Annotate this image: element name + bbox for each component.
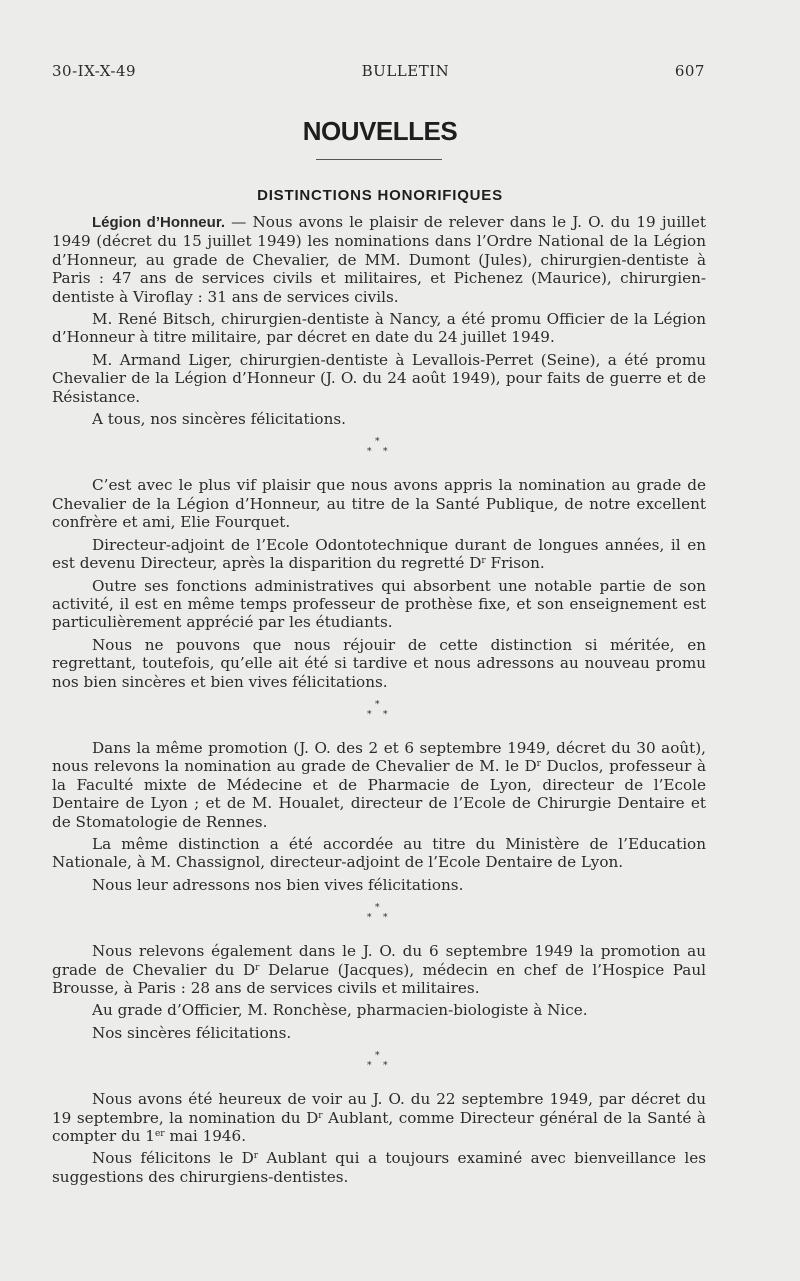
- superscript: r: [255, 962, 260, 973]
- superscript: r: [481, 556, 486, 567]
- paragraph: A tous, nos sincères félicitations.: [92, 410, 346, 429]
- text-run: Aublant qui a toujours examiné avec bienveillance les suggestions des chirurgiens-dentistes.: [52, 1149, 706, 1186]
- paragraph-text: — Nous avons le plaisir de relever dans le J. O. du 19 juillet 1949 (décret du 15 juillet 1949) les nominations dans l’Ordre National de la Légion d’Honneur, au grade de Chevalier, de MM. Dumont (Jules), chirurgien-dentiste à Paris : 47 ans de services civils et militaires, et Pichenez (Maurice), chirurgien-dentiste à Viroflay : 31 ans de services civils.: [52, 213, 706, 306]
- star-icon: *: [375, 1051, 380, 1062]
- text-run: Aublant, comme Directeur général de la Santé à compter du 1: [52, 1108, 706, 1146]
- title-rule: [316, 159, 442, 160]
- paragraph: Nos sincères félicitations.: [92, 1023, 292, 1042]
- paragraph: [52, 213, 706, 306]
- superscript: r: [253, 1151, 259, 1162]
- issue-date: 30-IX-X-49: [52, 62, 137, 80]
- journal-name: BULLETIN: [361, 62, 450, 80]
- star-icon: *: [367, 913, 372, 924]
- paragraph: La même distinction a été accordée au titre du Ministère de l’Education Nationale, à M. Chassignol, directeur-adjoint de l’Ecole Dentaire de Lyon.: [52, 834, 706, 872]
- text-run: Directeur-adjoint de l’Ecole Odontotechnique durant de longues années, il en est devenu Directeur, après la disparition du regretté D: [52, 535, 706, 573]
- text-run: Nous félicitons le D: [92, 1149, 254, 1168]
- running-header: [52, 62, 705, 80]
- asterism-separator: [52, 436, 706, 460]
- text-run: Duclos, professeur à la Faculté mixte de Médecine et de Pharmacie de Lyon, directeur de l’Ecole Dentaire de Lyon ; et de M. Houalet, directeur de l’Ecole de Chirurgie Dentaire et de Stomatologie de Rennes.: [52, 757, 706, 831]
- paragraph: Outre ses fonctions administratives qui absorbent une notable partie de son activité, il est en même temps professeur de prothèse fixe, et son enseignement est particulièrement apprécié par les étudiants.: [52, 576, 706, 632]
- paragraph: C’est avec le plus vif plaisir que nous avons appris la nomination au grade de Chevalier de la Légion d’Honneur, au titre de la Santé Publique, de notre excellent confrère et ami, Elie Fourquet.: [52, 476, 706, 532]
- text-run: Delarue (Jacques), médecin en chef de l’Hospice Paul Brousse, à Paris : 28 ans de services civils et militaires.: [52, 960, 706, 997]
- star-icon: *: [375, 699, 380, 710]
- star-icon: *: [383, 1061, 388, 1072]
- text-run: Dans la même promotion (J. O. des 2 et 6 septembre 1949, décret du 30 août), nous relevons la nomination au grade de Chevalier de M. le D: [52, 738, 706, 776]
- star-icon: *: [383, 447, 388, 458]
- paragraph: [52, 739, 706, 831]
- article-body: [52, 213, 706, 1190]
- star-icon: *: [375, 437, 380, 448]
- paragraph: M. Armand Liger, chirurgien-dentiste à Levallois-Perret (Seine), a été promu Chevalier de la Légion d’Honneur (J. O. du 24 août 1949), pour faits de guerre et de Résistance.: [52, 350, 706, 406]
- text-run: Nous avons été heureux de voir au J. O. du 22 septembre 1949, par décret du 19 septembre, la nomination du D: [52, 1090, 706, 1127]
- star-icon: *: [367, 709, 372, 720]
- paragraph: Nous leur adressons nos bien vives félicitations.: [92, 875, 464, 894]
- star-icon: *: [383, 913, 388, 924]
- star-icon: *: [375, 903, 380, 914]
- star-icon: *: [383, 709, 388, 720]
- paragraph: [52, 1090, 706, 1145]
- paragraph: [52, 1149, 706, 1186]
- paragraph: [52, 536, 706, 573]
- page-title: NOUVELLES: [302, 116, 458, 146]
- superscript: r: [318, 1110, 323, 1121]
- paragraph: M. René Bitsch, chirurgien-dentiste à Nancy, a été promu Officier de la Légion d’Honneur à titre militaire, par décret en date du 24 juillet 1949.: [52, 310, 706, 347]
- paragraph: Au grade d’Officier, M. Ronchèse, pharmacien-biologiste à Nice.: [92, 1001, 588, 1020]
- text-run: Nous relevons également dans le J. O. du 6 septembre 1949 la promotion au grade de Chevalier du D: [52, 942, 706, 979]
- page-number: 607: [674, 62, 705, 80]
- superscript: r: [536, 759, 541, 770]
- paragraph-lead: Légion d’Honneur.: [92, 214, 225, 231]
- text-run: Frison.: [485, 554, 545, 573]
- paragraph: [52, 942, 706, 997]
- asterism-separator: [52, 699, 706, 723]
- star-icon: *: [367, 1061, 372, 1072]
- paragraph: Nous ne pouvons que nous réjouir de cette distinction si méritée, en regrettant, toutefois, qu’elle ait été si tardive et nous adressons au nouveau promu nos bien sincères et bien vives félicitations.: [52, 635, 706, 691]
- superscript: er: [154, 1129, 165, 1140]
- star-icon: *: [367, 447, 372, 458]
- text-run: mai 1946.: [164, 1127, 247, 1146]
- asterism-separator: [52, 1050, 706, 1074]
- section-title: DISTINCTIONS HONORIFIQUES: [257, 187, 503, 204]
- asterism-separator: [52, 902, 706, 926]
